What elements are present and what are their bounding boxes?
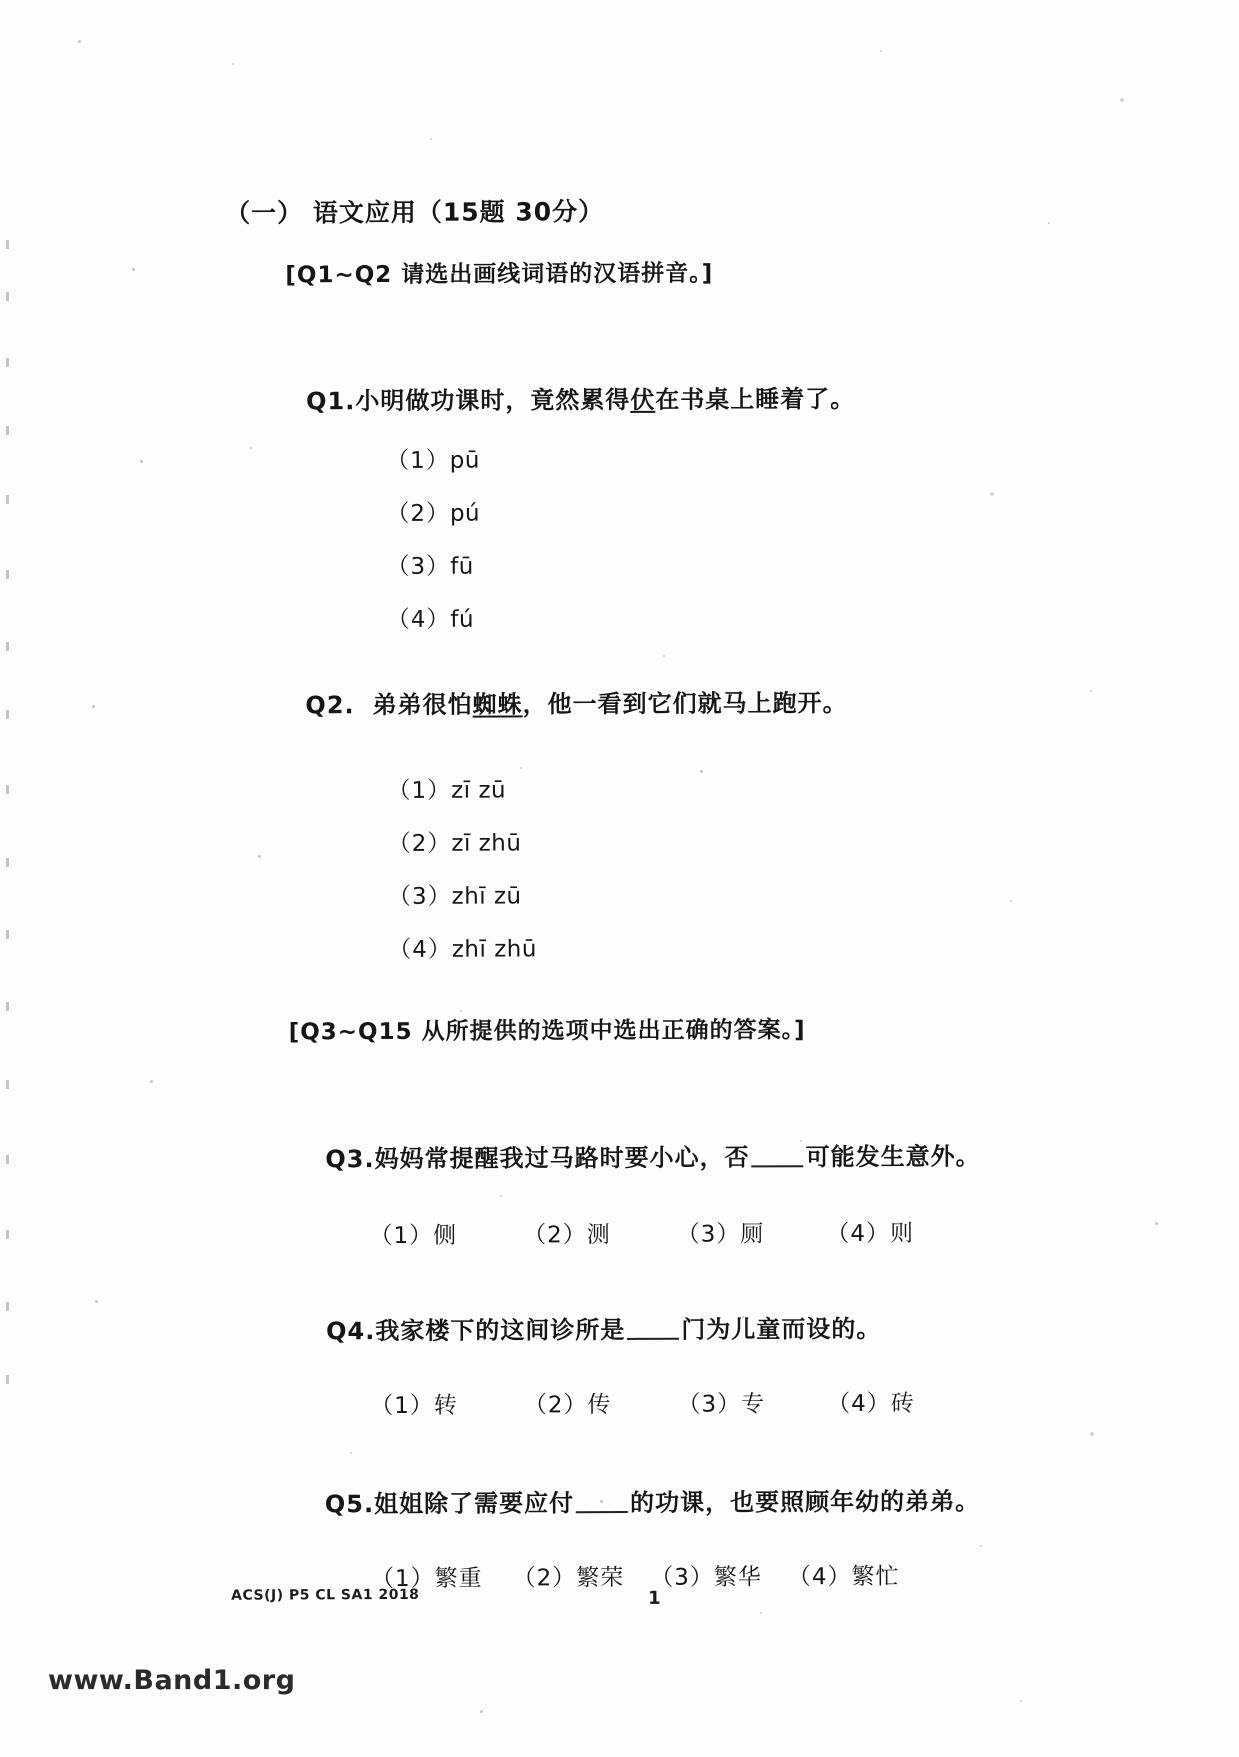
instruction-q1-q2: [Q1~Q2 请选出画线词语的汉语拼音。] xyxy=(285,260,714,289)
q4-option-4-label: （4） xyxy=(827,1390,891,1418)
q4-option-1-label: （1） xyxy=(370,1392,434,1420)
q3-option-2-label: （2） xyxy=(523,1222,587,1249)
q5-option-3-value: 繁华 xyxy=(713,1564,762,1591)
q5-answer-blank xyxy=(576,1511,628,1513)
q4-option-2[interactable] xyxy=(524,1392,612,1418)
q1-stem-underlined: 伏 xyxy=(630,385,656,414)
q1-number: Q1. xyxy=(306,387,356,416)
q4-option-1[interactable] xyxy=(370,1393,458,1419)
q5-stem-before: 姐姐除了需要应付 xyxy=(374,1489,575,1519)
q2-option-2-label: （2） xyxy=(387,830,452,858)
watermark: www.Band1.org xyxy=(48,1665,296,1696)
q5-number: Q5. xyxy=(324,1490,375,1519)
q1-option-4-label: （4） xyxy=(386,606,451,634)
q3-answer-blank xyxy=(752,1165,804,1167)
q5-option-2[interactable] xyxy=(513,1565,625,1591)
q5-option-4-value: 繁忙 xyxy=(851,1563,900,1590)
q4-options-row xyxy=(320,1359,915,1447)
q1-option-3-label: （3） xyxy=(386,553,451,581)
q4-option-2-value: 传 xyxy=(587,1392,612,1419)
q1-option-1-value: pū xyxy=(449,447,480,474)
q5-option-4[interactable] xyxy=(788,1564,900,1590)
q2-number: Q2. xyxy=(305,691,355,720)
q3-option-1[interactable] xyxy=(369,1223,457,1249)
q5-option-3-label: （3） xyxy=(650,1564,714,1591)
q4-option-3[interactable] xyxy=(677,1391,765,1417)
question-q2 xyxy=(249,655,848,749)
q2-option-1-label: （1） xyxy=(387,777,452,805)
q5-options-row xyxy=(321,1532,900,1620)
q1-option-3-value: fū xyxy=(450,553,474,580)
q3-option-4[interactable] xyxy=(826,1221,914,1247)
q4-number: Q4. xyxy=(326,1317,376,1346)
q2-stem-before: 弟弟很怕 xyxy=(372,690,473,720)
q1-stem-before: 小明做功课时，竟然累得 xyxy=(355,385,631,416)
q4-option-2-label: （2） xyxy=(523,1392,588,1419)
q4-option-4-value: 砖 xyxy=(890,1390,915,1417)
q1-option-2-label: （2） xyxy=(386,500,450,528)
q2-option-4-value: zhī zhū xyxy=(451,936,537,963)
q2-option-3-label: （3） xyxy=(387,883,452,911)
q2-option-1-value: zī zū xyxy=(451,777,507,804)
q1-option-4-value: fú xyxy=(450,606,475,633)
q5-option-4-label: （4） xyxy=(787,1563,852,1591)
q5-option-3[interactable] xyxy=(650,1564,762,1590)
q2-stem-underlined: 蜘蛛 xyxy=(472,690,523,719)
q3-option-3[interactable] xyxy=(677,1221,765,1247)
q1-option-4[interactable] xyxy=(337,575,475,661)
q4-option-3-value: 专 xyxy=(741,1391,766,1418)
q2-option-3-value: zhī zū xyxy=(451,883,522,910)
q5-option-2-label: （2） xyxy=(512,1565,577,1592)
q4-option-1-value: 转 xyxy=(433,1392,458,1419)
q4-option-3-label: （3） xyxy=(677,1391,742,1418)
q3-option-1-value: 侧 xyxy=(433,1222,458,1249)
q2-stem-after: ，他一看到它们就马上跑开。 xyxy=(522,689,848,719)
section-title: （一） 语文应用（15题 30分） xyxy=(225,197,605,228)
q5-option-1-label: （1） xyxy=(370,1565,435,1593)
q2-option-2-value: zī zhū xyxy=(451,830,522,857)
q3-option-2[interactable] xyxy=(523,1222,611,1248)
q4-option-4[interactable] xyxy=(827,1391,915,1417)
q4-stem-before: 我家楼下的这间诊所是 xyxy=(375,1315,626,1346)
q3-option-4-label: （4） xyxy=(826,1220,891,1248)
q2-option-4-label: （4） xyxy=(388,936,452,964)
q2-option-4[interactable] xyxy=(338,904,537,990)
q5-stem-after: 的功课，也要照顾年幼的弟弟。 xyxy=(630,1487,981,1517)
q5-option-1-value: 繁重 xyxy=(434,1565,483,1592)
q3-option-4-value: 则 xyxy=(889,1220,915,1247)
q3-option-3-label: （3） xyxy=(676,1221,741,1248)
q3-stem-before: 妈妈常提醒我过马路时要小心，否 xyxy=(374,1143,750,1174)
q4-stem-after: 门为儿童而设的。 xyxy=(681,1314,882,1344)
q4-answer-blank xyxy=(627,1338,679,1340)
q3-option-1-label: （1） xyxy=(369,1222,434,1250)
instruction-q3-q15: [Q3~Q15 从所提供的选项中选出正确的答案。] xyxy=(288,1017,806,1046)
q3-stem-after: 可能发生意外。 xyxy=(805,1142,981,1172)
q3-options-row xyxy=(319,1189,914,1277)
q3-number: Q3. xyxy=(325,1145,375,1174)
q1-option-1-label: （1） xyxy=(386,447,450,475)
q3-option-2-value: 测 xyxy=(586,1222,611,1249)
q5-option-2-value: 繁荣 xyxy=(576,1564,625,1592)
q1-stem-after: 在书桌上睡着了。 xyxy=(655,384,856,414)
page-number: 1 xyxy=(648,1587,661,1609)
footer-paper-code: ACS(J) P5 CL SA1 2018 xyxy=(231,1586,420,1604)
q3-option-3-value: 厕 xyxy=(740,1221,765,1248)
q1-option-2-value: pú xyxy=(449,500,481,527)
